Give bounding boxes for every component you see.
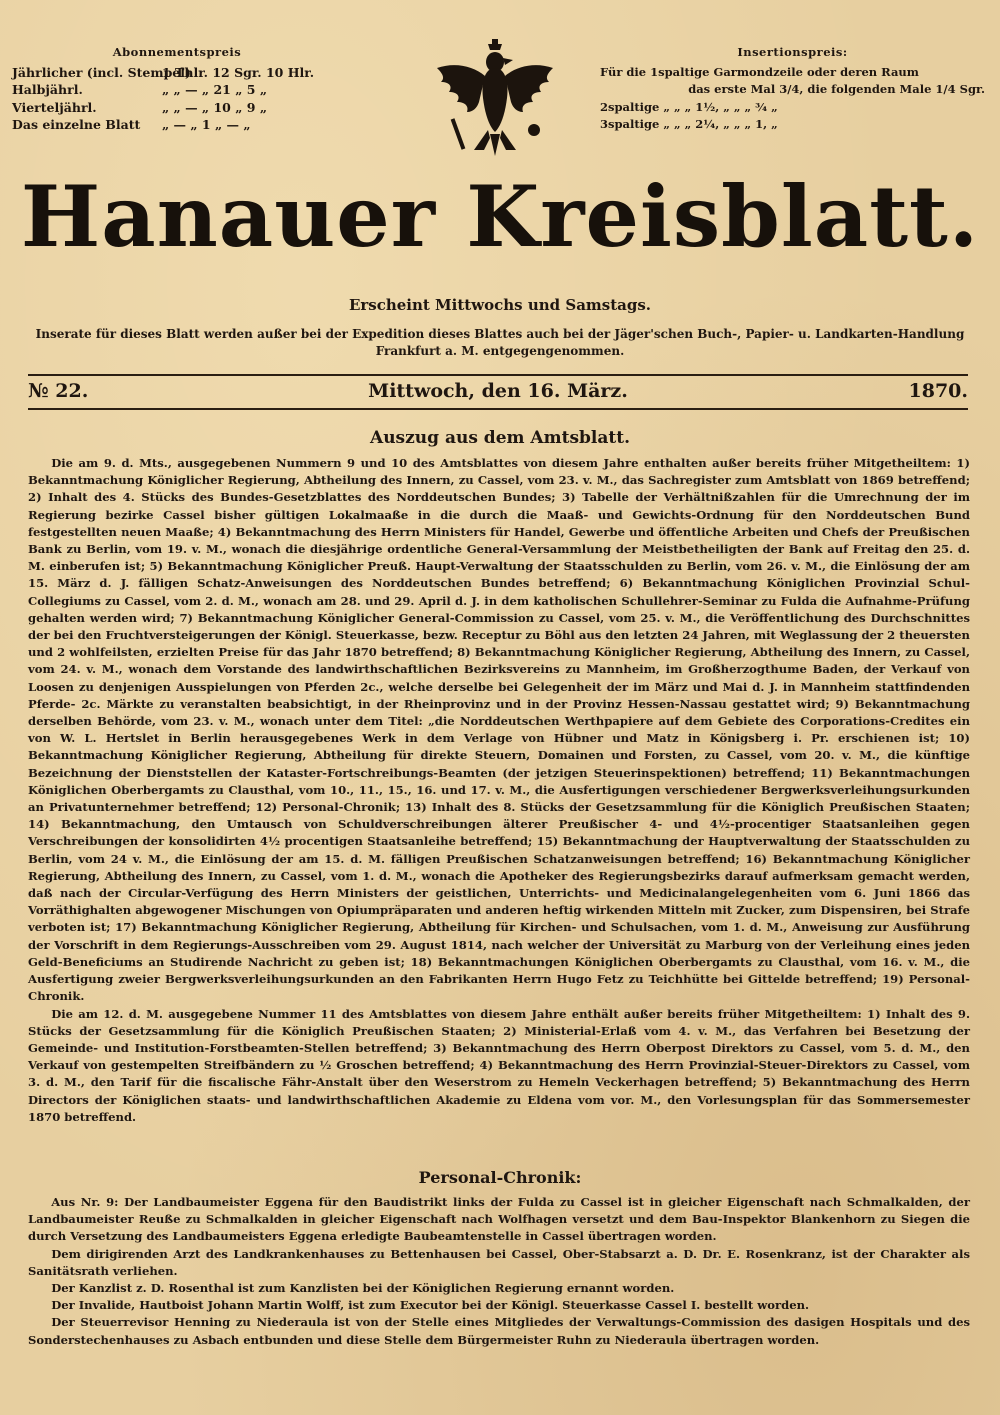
insertion-line: 2spaltige „ „ „ 1½, „ „ „ ¾ „ [600,99,778,114]
subscription-row: Vierteljährl. „ „ — „ 10 „ 9 „ [12,99,268,115]
personal-chronik-text [28,1194,970,1349]
article-paragraph: Der Kanzlist z. D. Rosenthal ist zum Kanzlisten bei der Königlichen Regierung ernannt worden. [51,1281,675,1296]
article-paragraph: Die am 9. d. Mts., ausgegebenen Nummern 9 und 10 des Amtsblattes von diesem Jahre enthalten außer bereits früher Mitgetheiltem: 1) Bekanntmachung Königlicher Regierung, Abtheilung des Innern, zu Cassel, vom 23. v. M., das Sachregister zum Amtsblatt von 1869 betreffend; 2) Inhalt des 4. Stücks des Bundes-Gesetzblattes des Norddeutschen Bundes; 3) Tabelle der Verhältnißzahlen für die Umrechnung der im Regierung bezirke Cassel bisher gültigen Lokalmaaße in die durch die Maaß- und Gewichts-Ordnung für den Norddeutschen Bund festgestellten neuen Maaße; 4) Bekanntmachung des Herrn Ministers für Handel, Gewerbe und öffentliche Arbeiten und Chefs der Preußischen Bank zu Berlin, vom 19. v. M., wonach die diesjährige ordentliche General-Versammlung der Meistbetheiligten der Bank auf Freitag den 25. d. M. einberufen ist; 5) Bekanntmachung Königlicher Preuß. Haupt-Verwaltung der Staatsschulden zu Berlin, vom 26. v. M., die Einlösung der am 15. März d. J. fälligen Schatz-Anweisungen des Norddeutschen Bundes betreffend; 6) Bekanntmachung Königlichen Provinzial Schul-Collegiums zu Cassel, vom 2. d. M., wonach am 28. und 29. April d. J. in dem katholischen Schullehrer-Seminar zu Fulda die Aufnahme-Prüfung gehalten werden wird; 7) Bekanntmachung Königlicher General-Commission zu Cassel, vom 25. v. M., die Veröffentlichung des Durchschnittes der bei den Fruchtversteigerungen der Königl. Steuerkasse, bezw. Receptur zu Böhl aus den letzten 24 Jahren, mit Weglassung der 2 theuersten und 2 wohlfeilsten, erzielten Preise für das Jahr 1870 betreffend; 8) Bekanntmachung Königlicher Regierung, Abtheilung des Innern, zu Cassel, vom 24. v. M., wonach dem Vorstande des landwirthschaftlichen Bezirksvereins zu Mannheim, im Großherzogthume Baden, der Verkauf von Loosen zu denjenigen Ausspielungen von Pferden 2c., welche derselbe bei Gelegenheit der im März und Mai d. J. in Mannheim stattfindenden Pferde- 2c. Märkte zu veranstalten beabsichtigt, in der Rheinprovinz und in der Provinz Hessen-Nassau gestattet wird; 9) Bekanntmachung derselben Behörde, vom 23. v. M., wonach unter dem Titel: „die Norddeutschen Werthpapiere auf dem Gebiete des Corporations-Credites ein von W. L. Hertslet in Berlin herausgegebenes Werk in dem Verlage von Hübner und Matz in Königsberg i. Pr. erschienen ist; 10) Bekanntmachung Königlicher Regierung, Abtheilung für direkte Steuern, Domainen und Forsten, zu Cassel, vom 20. v. M., die künftige Bezeichnung der Dienststellen der Kataster-Fortschreibungs-Beamten (der jetzigen Steuerinspektionen) betreffend; 11) Bekanntmachungen Königlichen Oberbergamts zu Clausthal, vom 10., 11., 15., 16. und 17. v. M., die Ausfertigungen verschiedener Bergwerksverleihungsurkunden an Privatunternehmer betreffend; 12) Personal-Chronik; 13) Inhalt des 8. Stücks der Gesetzsammlung für die Königlich Preußischen Staaten; 14) Bekanntmachung, den Umtausch von Schuldverschreibungen älterer Preußischer 4- und 4½-procentiger Staatsanleihen gegen Verschreibungen der konsolidirten 4½ procentigen Staatsanleihe betreffend; 15) Bekanntmachung der Hauptverwaltung der Staatsschulden zu Berlin, vom 24 v. M., die Einlösung der am 15. d. M. fälligen Preußischen Schatzanweisungen betreffend; 16) Bekanntmachung Königlicher Regierung, Abtheilung des Innern, zu Cassel, vom 1. d. M., wonach die Apotheker des Regierungsbezirks darauf aufmerksam gemacht werden, daß nach der Circular-Verfügung des Herrn Ministers der geistlichen, Unterrichts- und Medicinalangelegenheiten vom 6. Juni 1866 das Vorräthighalten abgewogener Mischungen von Opiumpräparaten und anderen heftig wirkenden Mitteln mit Zucker, zum Dispensiren, bei Strafe verboten ist; 17) Bekanntmachung Königlicher Regierung, Abtheilung für Kirchen- und Schulsachen, vom 1. d. M., Anweisung zur Ausführung der Vorschrift in dem Regierungs-Ausschreiben vom 29. August 1814, nach welcher der Universität zu Marburg von der Verleihung eines jeden Geld-Beneficiums an Studirende Nachricht zu geben ist; 18) Bekanntmachungen Königlichen Oberbergamts zu Clausthal, vom 16. v. M., die Ausfertigung zweier Bergwerksverleihungsurkunden an den Fabrikanten Herrn Hugo Fetz zu Teichhütte bei Gittelde betreffend; 19) Personal-Chronik. [28,456,970,1004]
article-paragraph: Der Steuerrevisor Henning zu Niederaula ist von der Stelle eines Mitgliedes der Verwaltungs-Commission des dasigen Hospitals und des Sonderstechenhauses zu Asbach entbunden und diese Stelle dem Bürgermeister Ruhn zu Niederaula übertragen worden. [28,1315,970,1347]
subscription-row: Halbjährl. „ „ — „ 21 „ 5 „ [12,82,268,97]
masthead-title: Hanauer Kreisblatt. [20,167,980,266]
advertising-notice: Inserate für dieses Blatt werden außer bei der Expedition dieses Blattes auch bei der Jäger'schen Buch-, Papier- u. Landkarten-Handlung Frankfurt a. M. entgegengenommen. [35,327,965,358]
divider-rule [28,408,968,410]
issue-number: № 22. [28,380,89,402]
issue-year: 1870. [908,380,968,402]
subscription-price-block [12,44,342,134]
article-paragraph: Der Invalide, Hautboist Johann Martin Wolff, ist zum Executor bei der Königl. Steuerkasse Cassel I. bestellt worden. [51,1298,810,1313]
issue-date: Mittwoch, den 16. März. [368,380,628,402]
insertion-line: Für die 1spaltige Garmondzeile oder deren Raum [600,64,919,79]
insertion-price-block [600,44,985,134]
article-paragraph: Dem dirigirenden Arzt des Landkrankenhauses zu Bettenhausen bei Cassel, Ober-Stabsarzt a. D. Dr. E. Rosenkranz, ist der Charakter als Sanitätsrath verliehen. [28,1246,970,1278]
subscription-row: Jährlicher (incl. Stempel) 1 Thlr. 12 Sgr. 10 Hlr. [12,64,315,80]
section-heading-amtsblatt: Auszug aus dem Amtsblatt. [370,428,630,448]
subscription-heading: Abonnementspreis [112,45,242,59]
insertion-line: 3spaltige „ „ „ 2¼, „ „ „ 1, „ [600,117,778,131]
divider-rule [28,374,968,376]
prussian-eagle-emblem [430,38,560,163]
dateline [28,380,968,406]
subscription-row: Das einzelne Blatt „ — „ 1 „ — „ [12,117,251,132]
article-paragraph: Aus Nr. 9: Der Landbaumeister Eggena für den Baudistrikt links der Fulda zu Cassel ist in gleicher Eigenschaft nach Schmalkalden, der Landbaumeister Reuße zu Schmalkalden in gleicher Eigenschaft nach Wolfhagen versetzt und dem Bau-Inspektor Blankenhorn zu Siegen die durch Versetzung des Landbaumeisters Eggena erledigte Baubeamtenstelle in Cassel übertragen worden. [28,1195,970,1244]
amtsblatt-text [28,455,970,1126]
insertion-heading: Insertionspreis: [737,45,848,59]
publication-schedule: Erscheint Mittwochs und Samstags. [348,296,652,314]
insertion-line: das erste Mal 3/4, die folgenden Male 1/4 Sgr. [688,82,985,96]
article-paragraph: Die am 12. d. M. ausgegebene Nummer 11 des Amtsblattes von diesem Jahre enthält außer bereits früher Mitgetheiltem: 1) Inhalt des 9. Stücks der Gesetzsammlung für die Königlich Preußischen Staaten; 2) Ministerial-Erlaß vom 4. v. M., das Verfahren bei Besetzung der Gemeinde- und Institution-Forstbeamten-Stellen betreffend; 3) Bekanntmachung des Herrn Oberpost Direktors zu Cassel, vom 5. d. M., den Verkauf von gestempelten Streifbändern zu ½ Groschen betreffend; 4) Bekanntmachung des Herrn Provinzial-Steuer-Direktors zu Cassel, vom 3. d. M., den Tarif für die fiscalische Fähr-Anstalt über den Weserstrom zu Hemeln Veckerhagen betreffend; 5) Bekanntmachung des Herrn Directors der Königlichen staats- und landwirthschaftlichen Akademie zu Eldena vom vor. M., den Vorlesungsplan für das Sommersemester 1870 betreffend. [28,1006,970,1124]
section-heading-personal-chronik: Personal-Chronik: [418,1168,582,1187]
